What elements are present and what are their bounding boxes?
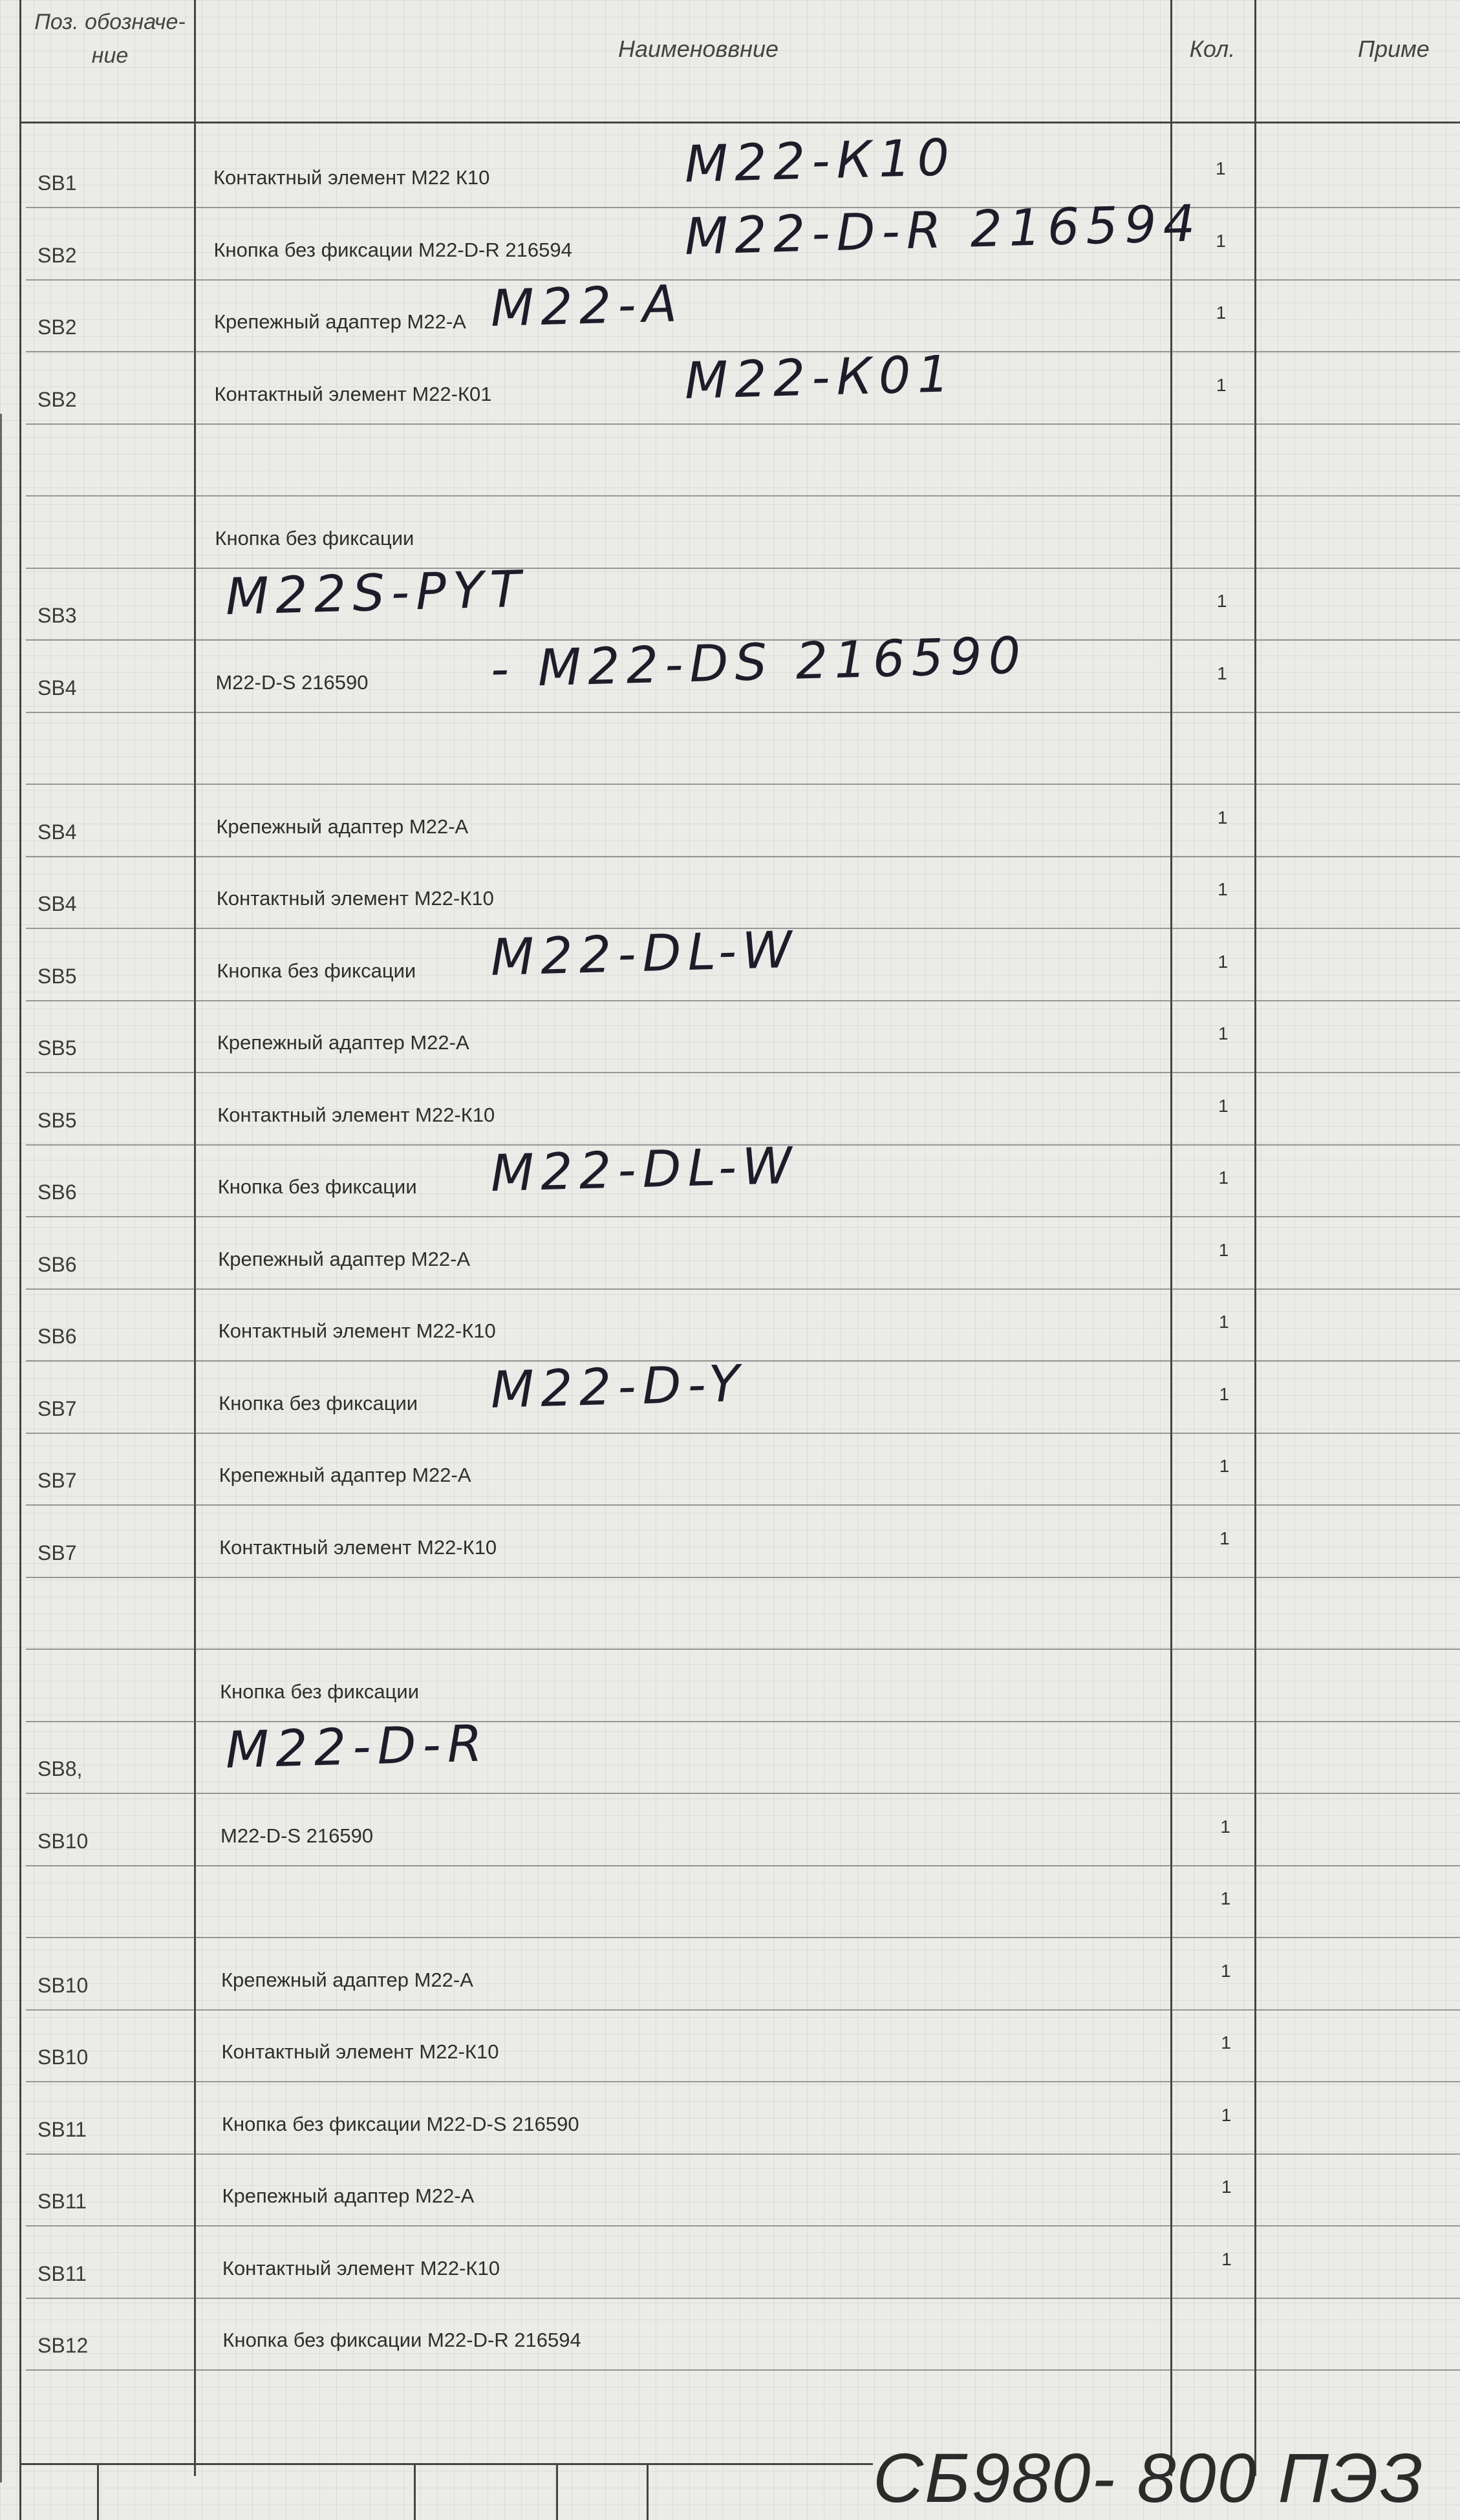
item-name: Кнопка без фиксации	[217, 1175, 417, 1198]
quantity: 1	[1218, 952, 1229, 972]
footer-cell-line	[97, 2463, 99, 2520]
item-name: Крепежный адаптер М22-А	[221, 1969, 473, 1991]
row-rule	[26, 2009, 1460, 2011]
quantity: 1	[1220, 1817, 1230, 1837]
position-designation: SB10	[38, 2045, 89, 2069]
position-designation: SB7	[38, 1397, 77, 1420]
position-designation: SB7	[38, 1541, 77, 1564]
row-rule	[26, 1000, 1460, 1001]
item-name: Контактный элемент М22-К10	[217, 1104, 495, 1126]
row-rule	[26, 1433, 1460, 1434]
quantity: 1	[1221, 1961, 1231, 1981]
row-rule	[26, 1504, 1460, 1506]
pos-header: Поз. обозначе- ние	[34, 10, 186, 68]
position-designation: SB7	[38, 1469, 77, 1492]
position-designation: SB3	[38, 604, 77, 627]
item-name: Кнопка без фиксации	[219, 1392, 418, 1415]
quantity: 1	[1221, 2033, 1231, 2053]
item-name: Крепежный адаптер М22-А	[222, 2184, 475, 2207]
quantity: 1	[1216, 375, 1227, 395]
quantity: 1	[1218, 1168, 1229, 1188]
handwritten-part-number: M22-DL-W	[489, 921, 799, 987]
row-rule	[26, 2225, 1460, 2226]
quantity: 1	[1218, 879, 1228, 899]
quantity: 1	[1217, 807, 1228, 828]
row-rule	[26, 1793, 1460, 1794]
quantity: 1	[1216, 591, 1227, 611]
row-rule	[26, 856, 1460, 857]
position-designation: SB2	[38, 244, 77, 267]
item-name: Кнопка без фиксации М22-D-R 216594	[213, 239, 572, 261]
quantity: 1	[1216, 303, 1227, 323]
row-rule	[26, 1216, 1460, 1217]
quantity: 1	[1221, 2105, 1232, 2125]
name-column-divider	[1170, 0, 1172, 2476]
position-designation: SB4	[38, 892, 77, 915]
footer-divider	[19, 2463, 873, 2465]
item-name: Контактный элемент М22-К01	[214, 383, 492, 405]
position-designation: SB2	[38, 315, 77, 339]
position-designation: SB11	[38, 2190, 87, 2213]
quantity: 1	[1221, 2249, 1232, 2269]
item-name: Крепежный адаптер М22-А	[217, 1031, 469, 1054]
item-name: Крепежный адаптер М22-А	[218, 1248, 471, 1270]
item-name: M22-D-S 216590	[215, 671, 369, 694]
quantity: 1	[1219, 1384, 1230, 1404]
position-designation: SB10	[38, 1830, 89, 1853]
row-rule	[26, 784, 1460, 785]
row-rule	[26, 1865, 1460, 1866]
handwritten-part-number: M22-DL-W	[489, 1137, 799, 1203]
item-name: Кнопка без фиксации M22-D-R 216594	[222, 2329, 581, 2351]
footer-cell-line	[556, 2463, 558, 2520]
position-designation: SB1	[38, 171, 77, 195]
pos-column-divider	[194, 0, 196, 2476]
position-designation: SB5	[38, 965, 77, 988]
handwritten-part-number: М22-К01	[683, 345, 957, 411]
item-name: Крепежный адаптер М22-А	[216, 815, 469, 838]
quantity: 1	[1217, 663, 1227, 683]
row-rule	[26, 1577, 1460, 1578]
qty-header: Кол.	[1189, 36, 1236, 62]
row-rule	[26, 1937, 1460, 1938]
handwritten-part-number: М22-К10	[683, 129, 957, 194]
handwritten-part-number: M22-D-Y	[489, 1354, 747, 1420]
quantity: 1	[1216, 231, 1226, 251]
quantity: 1	[1221, 2177, 1232, 2197]
position-designation: SB5	[38, 1109, 77, 1132]
row-rule	[26, 1649, 1460, 1650]
item-name: Кнопка без фиксации M22-D-S 216590	[221, 2113, 579, 2135]
item-name: Контактный элемент М22-К10	[216, 887, 494, 910]
quantity: 1	[1216, 158, 1226, 178]
header-divider	[19, 122, 1460, 123]
row-rule	[26, 2298, 1460, 2299]
row-rule	[26, 2153, 1460, 2155]
position-designation: SB11	[38, 2118, 87, 2141]
position-designation: SB4	[38, 820, 77, 844]
qty-column-divider	[1254, 0, 1256, 2476]
quantity: 1	[1218, 1023, 1229, 1043]
position-designation: SB2	[38, 388, 77, 411]
footer-cell-line	[414, 2463, 416, 2520]
handwritten-part-number: M22-D-R	[224, 1714, 489, 1780]
item-name: Контактный элемент М22-К10	[218, 1319, 496, 1342]
name-header: Наименоввние	[617, 36, 778, 62]
row-rule	[26, 1072, 1460, 1073]
row-rule	[26, 495, 1460, 497]
position-designation: SB12	[38, 2334, 89, 2357]
handwritten-part-number: М22-А	[489, 275, 684, 338]
item-name: Контактный элемент М22 К10	[213, 166, 490, 189]
item-name: Крепежный адаптер М22-А	[219, 1464, 471, 1486]
document-number: СБ980- 800 ПЭЗ	[873, 2439, 1424, 2517]
position-designation: SB5	[38, 1036, 77, 1060]
quantity: 1	[1218, 1096, 1229, 1116]
handwritten-part-number: M22-D-R 216594	[683, 195, 1203, 266]
quantity: 1	[1220, 1888, 1231, 1908]
position-designation: SB8,	[38, 1757, 83, 1780]
footer-cell-line	[647, 2463, 649, 2520]
note-header: Приме	[1358, 36, 1430, 62]
left-margin-line	[0, 414, 2, 2483]
row-rule	[26, 2081, 1460, 2082]
row-rule	[26, 1288, 1460, 1290]
position-designation: SB4	[38, 676, 77, 699]
position-designation: SB6	[38, 1253, 77, 1276]
position-designation: SB11	[38, 2262, 87, 2285]
row-rule	[26, 279, 1460, 281]
quantity: 1	[1218, 1240, 1229, 1260]
item-name: M22-D-S 216590	[220, 1824, 374, 1847]
handwritten-part-number: M22S-PYT	[224, 560, 528, 626]
item-name: Контактный элемент М22-К10	[219, 1536, 497, 1559]
item-name: Контактный элемент М22-К10	[221, 2040, 499, 2063]
row-rule	[26, 423, 1460, 425]
item-name: Крепежный адаптер М22-А	[213, 310, 466, 333]
item-name: Кнопка без фиксации	[217, 959, 416, 982]
item-name: Контактный элемент М22-К10	[222, 2257, 500, 2280]
quantity: 1	[1219, 1456, 1230, 1476]
quantity: 1	[1219, 1312, 1229, 1332]
item-name: Кнопка без фиксации	[220, 1680, 420, 1703]
left-border	[19, 0, 21, 2520]
position-designation: SB10	[38, 1974, 89, 1997]
position-designation: SB6	[38, 1325, 77, 1348]
item-name: Кнопка без фиксации	[215, 527, 414, 550]
row-rule	[26, 2369, 1460, 2371]
handwritten-part-number: - М22-DS 216590	[489, 626, 1028, 699]
position-designation: SB6	[38, 1180, 77, 1204]
quantity: 1	[1219, 1528, 1230, 1548]
row-rule	[26, 712, 1460, 713]
